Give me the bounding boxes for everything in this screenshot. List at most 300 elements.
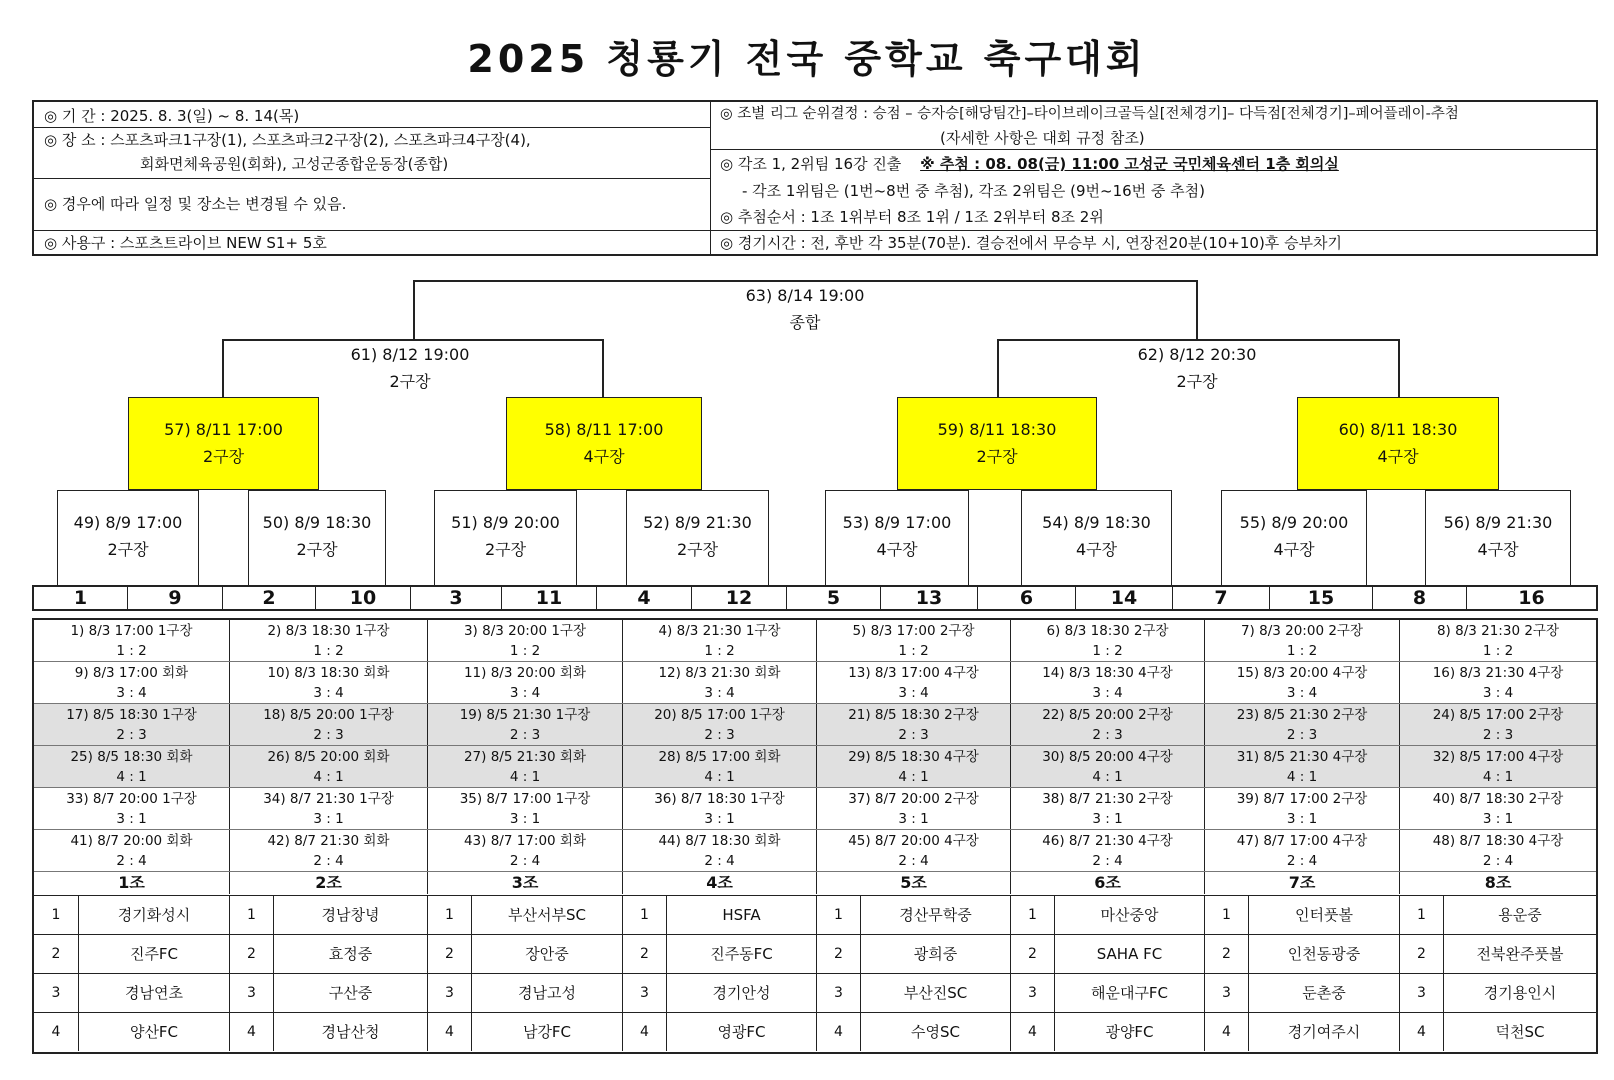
match-info: 43) 8/7 17:00 회화 [463, 833, 587, 849]
match-pairing: 3 : 4 [313, 685, 344, 701]
team-name: HSFA [666, 896, 816, 934]
r16-55-time: 55) 8/9 20:00 [1239, 513, 1349, 532]
group-match [34, 662, 229, 703]
group-match [427, 704, 622, 745]
match-info: 11) 8/3 20:00 회화 [463, 665, 587, 681]
schedule-row [34, 788, 1596, 830]
schedule-row [34, 620, 1596, 662]
match-pairing: 3 : 4 [1092, 685, 1123, 701]
semifinal-1-venue: 2구장 [389, 372, 431, 391]
match-pairing: 3 : 1 [1286, 811, 1318, 827]
group-name: 7조 [1204, 872, 1399, 894]
r16-49-time: 49) 8/9 17:00 [73, 513, 183, 532]
group-match [1010, 788, 1204, 829]
group-match [1204, 662, 1399, 703]
team-row [34, 896, 1596, 935]
team-number: 3 [1010, 974, 1054, 1012]
seed-number: 7 [1172, 587, 1269, 609]
match-pairing: 1 : 2 [509, 643, 541, 659]
quarterfinal-4-time: 60) 8/11 18:30 [1338, 420, 1458, 439]
seed-number: 16 [1466, 587, 1596, 609]
match-pairing: 1 : 2 [704, 643, 735, 659]
group-match [427, 620, 622, 661]
seed-number: 12 [691, 587, 786, 609]
seed-number-row [32, 585, 1598, 611]
team-number: 2 [1010, 935, 1054, 973]
group-match [816, 788, 1010, 829]
schedule-row [34, 662, 1596, 704]
group-match [34, 788, 229, 829]
match-pairing: 2 : 3 [1286, 727, 1318, 743]
seed-number: 6 [977, 587, 1075, 609]
match-info: 47) 8/7 17:00 4구장 [1236, 833, 1368, 849]
team-number: 1 [816, 896, 860, 934]
group-match [1010, 620, 1204, 661]
match-pairing: 3 : 1 [1092, 811, 1123, 827]
match-pairing: 1 : 2 [898, 643, 929, 659]
match-info: 18) 8/5 20:00 1구장 [263, 707, 394, 723]
team-name: 경남고성 [471, 974, 622, 1012]
match-pairing: 4 : 1 [313, 769, 344, 785]
quarterfinal-4 [1297, 397, 1499, 490]
match-info: 45) 8/7 20:00 4구장 [848, 833, 979, 849]
match-info: 20) 8/5 17:00 1구장 [654, 707, 785, 723]
group-name: 4조 [622, 872, 816, 894]
team-name: 경기화성시 [78, 896, 229, 934]
team-name: 수영SC [860, 1013, 1010, 1051]
group-match [229, 788, 427, 829]
match-pairing: 3 : 4 [704, 685, 735, 701]
r16-match-53 [825, 490, 969, 585]
quarterfinal-3-time: 59) 8/11 18:30 [937, 420, 1057, 439]
semifinal-2 [1092, 341, 1302, 395]
team-number: 2 [1204, 935, 1248, 973]
team-number: 4 [1010, 1013, 1054, 1051]
match-pairing: 3 : 4 [1286, 685, 1318, 701]
info-venue-line2: 회화면체육공원(회화), 고성군종합운동장(종합) [140, 155, 449, 173]
team-number: 4 [1204, 1013, 1248, 1051]
match-info: 12) 8/3 21:30 회화 [658, 665, 781, 681]
r16-53-time: 53) 8/9 17:00 [842, 513, 952, 532]
team-name: 경산무학중 [860, 896, 1010, 934]
match-pairing: 2 : 3 [898, 727, 929, 743]
info-advance-text: ◎ 각조 1, 2위팀 16강 진출 [720, 155, 902, 173]
match-pairing: 1 : 2 [1286, 643, 1318, 659]
r16-50-venue: 2구장 [296, 540, 338, 559]
match-pairing: 3 : 4 [116, 685, 147, 701]
match-pairing: 3 : 1 [313, 811, 344, 827]
match-pairing: 1 : 2 [1092, 643, 1123, 659]
group-match [1204, 704, 1399, 745]
info-seed-rule: - 각조 1위팀은 (1번~8번 중 추첨), 각조 2위팀은 (9번~16번 중 추첨) [742, 182, 1206, 200]
team-name: 영광FC [666, 1013, 816, 1051]
group-match [622, 662, 816, 703]
group-match [1399, 830, 1596, 871]
group-match [427, 788, 622, 829]
match-info: 16) 8/3 21:30 4구장 [1432, 665, 1564, 681]
match-info: 30) 8/5 20:00 4구장 [1042, 749, 1173, 765]
quarterfinal-2-time: 58) 8/11 17:00 [544, 420, 664, 439]
match-info: 13) 8/3 17:00 4구장 [848, 665, 979, 681]
final-time: 63) 8/14 19:00 [745, 286, 865, 305]
group-match [229, 704, 427, 745]
group-name: 2조 [229, 872, 427, 894]
team-name: 마산중앙 [1054, 896, 1204, 934]
match-info: 42) 8/7 21:30 회화 [267, 833, 390, 849]
team-row [34, 1013, 1596, 1052]
group-match [427, 830, 622, 871]
group-match [1010, 662, 1204, 703]
team-name: 인터풋볼 [1248, 896, 1399, 934]
team-number: 4 [1399, 1013, 1443, 1051]
r16-56-time: 56) 8/9 21:30 [1443, 513, 1553, 532]
match-pairing: 1 : 2 [116, 643, 147, 659]
seed-number: 10 [315, 587, 410, 609]
r16-50-time: 50) 8/9 18:30 [262, 513, 372, 532]
group-match [1204, 746, 1399, 787]
semifinal-2-venue: 2구장 [1176, 372, 1218, 391]
team-name: 경남창녕 [273, 896, 427, 934]
quarterfinal-1-time: 57) 8/11 17:00 [164, 420, 283, 439]
team-name: 효정중 [273, 935, 427, 973]
final-venue: 종합 [789, 313, 821, 332]
group-match [1399, 704, 1596, 745]
match-info: 7) 8/3 20:00 2구장 [1240, 623, 1364, 639]
team-name: 덕천SC [1443, 1013, 1596, 1051]
team-name: 경남산청 [273, 1013, 427, 1051]
match-info: 21) 8/5 18:30 2구장 [848, 707, 979, 723]
match-pairing: 3 : 1 [704, 811, 735, 827]
quarterfinal-3-venue: 2구장 [976, 447, 1018, 466]
r16-51-time: 51) 8/9 20:00 [451, 513, 560, 532]
group-match [229, 620, 427, 661]
match-info: 34) 8/7 21:30 1구장 [263, 791, 394, 807]
group-match [427, 746, 622, 787]
team-number: 2 [229, 935, 273, 973]
match-pairing: 2 : 4 [509, 853, 541, 869]
team-number: 2 [816, 935, 860, 973]
team-number: 1 [1204, 896, 1248, 934]
group-match [816, 830, 1010, 871]
match-info: 37) 8/7 20:00 2구장 [848, 791, 979, 807]
match-pairing: 4 : 1 [1482, 769, 1514, 785]
page-title: 2025 청룡기 전국 중학교 축구대회 [467, 37, 1147, 81]
team-number: 1 [51, 907, 61, 923]
info-draw-date: ※ 추첨 : 08. 08(금) 11:00 고성군 국민체육센터 1층 회의실 [920, 155, 1339, 173]
r16-match-54 [1021, 490, 1172, 585]
match-info: 24) 8/5 17:00 2구장 [1432, 707, 1564, 723]
seed-number: 8 [1372, 587, 1466, 609]
match-info: 36) 8/7 18:30 1구장 [654, 791, 785, 807]
match-pairing: 3 : 4 [898, 685, 929, 701]
match-info: 27) 8/5 21:30 회화 [463, 749, 587, 765]
seed-number: 14 [1075, 587, 1172, 609]
match-info: 22) 8/5 20:00 2구장 [1042, 707, 1173, 723]
final-match [700, 282, 910, 336]
r16-match-56 [1425, 490, 1571, 585]
team-number: 3 [622, 974, 666, 1012]
team-name: 전북완주풋볼 [1443, 935, 1596, 973]
group-name: 6조 [1010, 872, 1204, 894]
match-pairing: 2 : 3 [116, 727, 147, 743]
group-match [622, 704, 816, 745]
group-match [816, 746, 1010, 787]
team-row [34, 935, 1596, 974]
group-match [1204, 788, 1399, 829]
info-advance [720, 153, 1339, 174]
team-name: 인천동광중 [1248, 935, 1399, 973]
match-pairing: 2 : 3 [1482, 727, 1514, 743]
quarterfinal-3 [897, 397, 1097, 490]
match-info: 44) 8/7 18:30 회화 [658, 833, 781, 849]
team-name: 경기용인시 [1443, 974, 1596, 1012]
group-match [34, 830, 229, 871]
group-match [816, 704, 1010, 745]
match-info: 25) 8/5 18:30 회화 [70, 749, 193, 765]
info-draw-order: ◎ 추첨순서 : 1조 1위부터 8조 1위 / 1조 2위부터 8조 2위 [720, 208, 1104, 226]
r16-49-venue: 2구장 [107, 540, 149, 559]
match-info: 8) 8/3 21:30 2구장 [1436, 623, 1560, 639]
team-number: 4 [229, 1013, 273, 1051]
group-match [1399, 746, 1596, 787]
match-info: 19) 8/5 21:30 1구장 [459, 707, 591, 723]
team-name: 광양FC [1054, 1013, 1204, 1051]
info-ranking-rule: ◎ 조별 리그 순위결정 : 승점 – 승자승[해당팀간]–타이브레이크골득실[전체경기]– 다득점[전체경기]–페어플레이-추첨 [720, 106, 1459, 122]
group-match [34, 704, 229, 745]
team-name: 둔촌중 [1248, 974, 1399, 1012]
match-pairing: 2 : 4 [1092, 853, 1123, 869]
semifinal-1-time: 61) 8/12 19:00 [350, 345, 470, 364]
match-info: 6) 8/3 18:30 2구장 [1046, 623, 1169, 639]
team-name: 부산진SC [860, 974, 1010, 1012]
r16-55-venue: 4구장 [1273, 540, 1315, 559]
group-name: 1조 [118, 873, 145, 892]
match-info: 17) 8/5 18:30 1구장 [66, 707, 197, 723]
match-info: 29) 8/5 18:30 4구장 [848, 749, 979, 765]
info-ball: ◎ 사용구 : 스포츠트라이브 NEW S1+ 5호 [44, 234, 327, 252]
match-info: 10) 8/3 18:30 회화 [267, 665, 390, 681]
match-info: 46) 8/7 21:30 4구장 [1042, 833, 1173, 849]
seed-number: 4 [596, 587, 691, 609]
team-number: 3 [427, 974, 471, 1012]
group-name-row [34, 872, 1596, 896]
group-match [229, 830, 427, 871]
match-pairing: 2 : 4 [116, 853, 147, 869]
info-venue-line1: ◎ 장 소 : 스포츠파크1구장(1), 스포츠파크2구장(2), 스포츠파크4구장(4), [44, 131, 531, 149]
team-number: 4 [816, 1013, 860, 1051]
match-pairing: 3 : 1 [898, 811, 929, 827]
team-number: 3 [229, 974, 273, 1012]
group-match [1399, 662, 1596, 703]
r16-56-venue: 4구장 [1477, 540, 1519, 559]
quarterfinal-2-venue: 4구장 [583, 447, 625, 466]
match-pairing: 4 : 1 [898, 769, 929, 785]
seed-number: 11 [501, 587, 596, 609]
seed-number: 9 [127, 587, 222, 609]
r16-match-50 [248, 490, 386, 585]
team-number: 3 [1204, 974, 1248, 1012]
r16-51-venue: 2구장 [484, 540, 527, 559]
match-info: 5) 8/3 17:00 2구장 [852, 623, 975, 639]
r16-53-venue: 4구장 [876, 540, 918, 559]
match-info: 32) 8/5 17:00 4구장 [1432, 749, 1564, 765]
match-info: 38) 8/7 21:30 2구장 [1042, 791, 1173, 807]
group-match [1010, 746, 1204, 787]
group-match [229, 662, 427, 703]
group-match [1010, 704, 1204, 745]
match-pairing: 4 : 1 [1092, 769, 1123, 785]
r16-52-venue: 2구장 [676, 540, 719, 559]
group-match [622, 620, 816, 661]
match-info: 23) 8/5 21:30 2구장 [1236, 707, 1368, 723]
match-pairing: 2 : 4 [704, 853, 735, 869]
schedule-row [34, 746, 1596, 788]
semifinal-2-time: 62) 8/12 20:30 [1137, 345, 1257, 364]
group-match [622, 830, 816, 871]
match-pairing: 2 : 3 [509, 727, 541, 743]
team-name: 광희중 [860, 935, 1010, 973]
match-info: 33) 8/7 20:00 1구장 [66, 791, 197, 807]
group-match [816, 620, 1010, 661]
match-info: 48) 8/7 18:30 4구장 [1432, 833, 1564, 849]
match-info: 14) 8/3 18:30 4구장 [1042, 665, 1173, 681]
match-info: 4) 8/3 21:30 1구장 [658, 623, 781, 639]
group-match [229, 746, 427, 787]
match-info: 40) 8/7 18:30 2구장 [1432, 791, 1564, 807]
match-pairing: 2 : 3 [1092, 727, 1123, 743]
team-name: 진주FC [78, 935, 229, 973]
team-number: 4 [51, 1024, 61, 1040]
group-name: 3조 [427, 872, 622, 894]
quarterfinal-2 [506, 397, 702, 490]
team-name: 용운중 [1443, 896, 1596, 934]
seed-number: 1 [73, 587, 88, 609]
group-match [1204, 620, 1399, 661]
match-pairing: 1 : 2 [313, 643, 344, 659]
match-pairing: 3 : 4 [1482, 685, 1514, 701]
team-name: 경기여주시 [1248, 1013, 1399, 1051]
match-info: 9) 8/3 17:00 회화 [74, 665, 189, 681]
team-number: 1 [1399, 896, 1443, 934]
match-info: 1) 8/3 17:00 1구장 [70, 623, 193, 639]
group-match [1010, 830, 1204, 871]
r16-match-52 [626, 490, 769, 585]
group-match [34, 620, 229, 661]
team-name: 장안중 [471, 935, 622, 973]
schedule-row [34, 830, 1596, 872]
match-pairing: 4 : 1 [116, 769, 147, 785]
match-pairing: 4 : 1 [509, 769, 541, 785]
match-info: 3) 8/3 20:00 1구장 [463, 623, 587, 639]
match-pairing: 4 : 1 [1286, 769, 1318, 785]
group-name: 8조 [1399, 872, 1596, 894]
group-match [1204, 830, 1399, 871]
r16-52-time: 52) 8/9 21:30 [643, 513, 752, 532]
r16-54-time: 54) 8/9 18:30 [1042, 513, 1151, 532]
r16-match-49 [57, 490, 199, 585]
quarterfinal-1 [128, 397, 319, 490]
match-pairing: 2 : 4 [898, 853, 929, 869]
match-info: 2) 8/3 18:30 1구장 [267, 623, 390, 639]
match-pairing: 2 : 4 [1482, 853, 1514, 869]
team-number: 4 [427, 1013, 471, 1051]
match-pairing: 2 : 4 [313, 853, 344, 869]
team-number: 1 [427, 896, 471, 934]
seed-number: 2 [222, 587, 315, 609]
group-match [816, 662, 1010, 703]
team-name: 양산FC [78, 1013, 229, 1051]
r16-match-55 [1221, 490, 1367, 585]
match-info: 41) 8/7 20:00 회화 [70, 833, 193, 849]
team-number: 3 [1399, 974, 1443, 1012]
match-pairing: 2 : 3 [704, 727, 735, 743]
info-match-time: ◎ 경기시간 : 전, 후반 각 35분(70분). 결승전에서 무승부 시, 연장전20분(10+10)후 승부차기 [720, 234, 1343, 252]
team-name: 경기안성 [666, 974, 816, 1012]
group-name: 5조 [816, 872, 1010, 894]
team-number: 1 [1010, 896, 1054, 934]
team-name: 경남연초 [78, 974, 229, 1012]
info-box [32, 100, 1598, 256]
group-match [622, 746, 816, 787]
r16-54-venue: 4구장 [1075, 540, 1118, 559]
match-info: 31) 8/5 21:30 4구장 [1236, 749, 1368, 765]
info-ranking-note: (자세한 사항은 대회 규정 참조) [940, 129, 1145, 147]
team-number: 1 [622, 896, 666, 934]
match-pairing: 1 : 2 [1482, 643, 1514, 659]
team-number: 3 [816, 974, 860, 1012]
team-name: SAHA FC [1054, 935, 1204, 973]
match-info: 35) 8/7 17:00 1구장 [459, 791, 591, 807]
group-match [34, 746, 229, 787]
match-info: 39) 8/7 17:00 2구장 [1236, 791, 1368, 807]
team-name: 남강FC [471, 1013, 622, 1051]
info-period: ◎ 기 간 : 2025. 8. 3(일) ~ 8. 14(목) [44, 107, 300, 125]
match-pairing: 3 : 1 [1482, 811, 1514, 827]
match-pairing: 2 : 4 [1286, 853, 1318, 869]
match-info: 28) 8/5 17:00 회화 [658, 749, 781, 765]
quarterfinal-1-venue: 2구장 [202, 447, 245, 466]
team-row [34, 974, 1596, 1013]
team-name: 부산서부SC [471, 896, 622, 934]
match-info: 26) 8/5 20:00 회화 [267, 749, 390, 765]
team-name: 해운대구FC [1054, 974, 1204, 1012]
match-pairing: 4 : 1 [704, 769, 735, 785]
team-number: 2 [1399, 935, 1443, 973]
team-name: 진주동FC [666, 935, 816, 973]
seed-number: 13 [880, 587, 977, 609]
team-number: 2 [427, 935, 471, 973]
group-match [1399, 788, 1596, 829]
r16-match-51 [434, 490, 577, 585]
seed-number: 3 [410, 587, 501, 609]
match-pairing: 3 : 1 [509, 811, 541, 827]
semifinal-1 [305, 341, 515, 395]
seed-number: 5 [786, 587, 880, 609]
match-pairing: 3 : 4 [509, 685, 541, 701]
team-number: 1 [229, 896, 273, 934]
group-schedule-table [32, 618, 1598, 1054]
group-match [427, 662, 622, 703]
quarterfinal-4-venue: 4구장 [1377, 447, 1419, 466]
team-name: 구산중 [273, 974, 427, 1012]
schedule-row [34, 704, 1596, 746]
seed-number: 15 [1269, 587, 1372, 609]
info-notice: ◎ 경우에 따라 일정 및 장소는 변경될 수 있음. [44, 195, 347, 213]
match-pairing: 3 : 1 [116, 811, 147, 827]
team-number: 4 [622, 1013, 666, 1051]
match-info: 15) 8/3 20:00 4구장 [1236, 665, 1368, 681]
team-number: 2 [51, 946, 61, 962]
